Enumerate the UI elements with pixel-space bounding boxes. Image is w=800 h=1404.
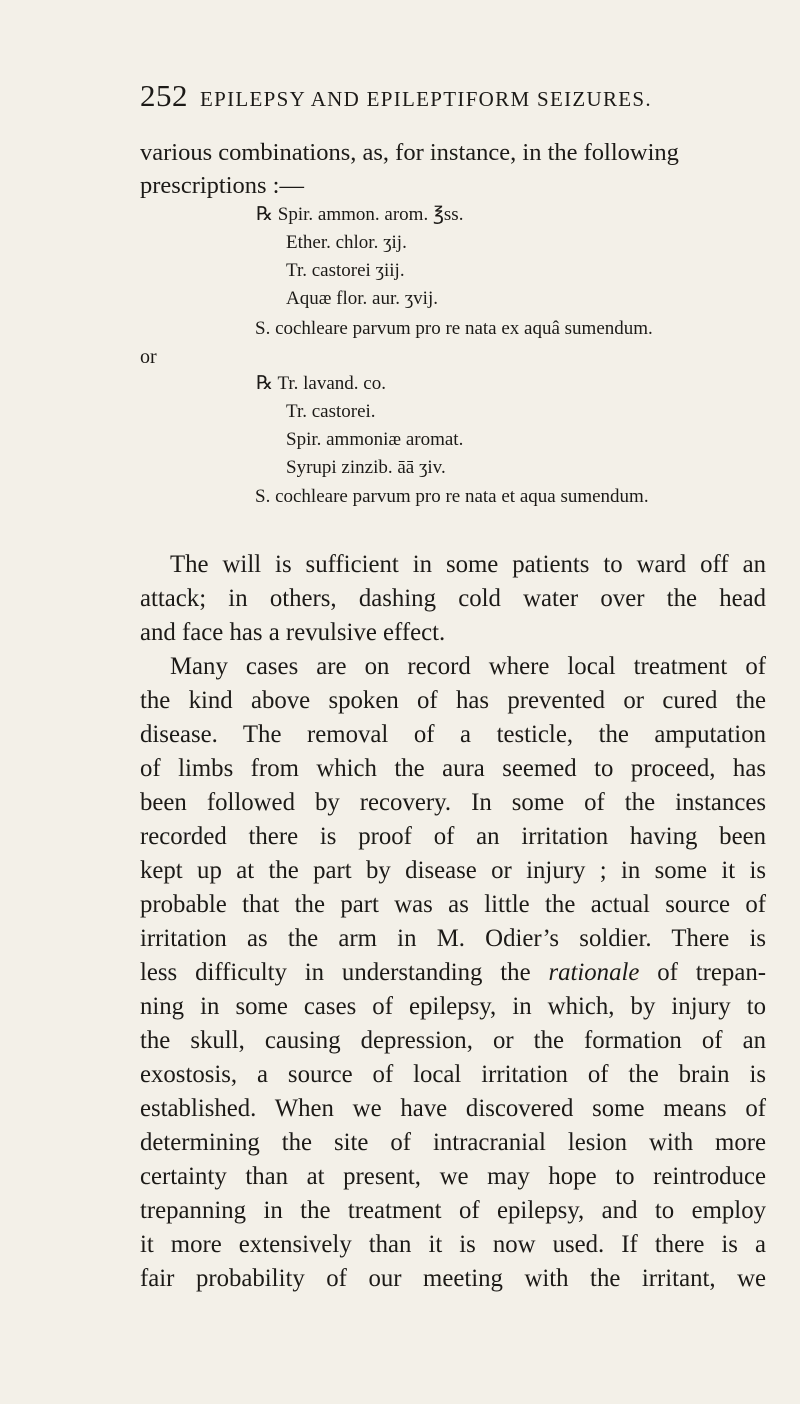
paragraph-line: The will is sufficient in some patients to ward off an xyxy=(170,551,766,578)
paragraph-line: probable that the part was as little the actual source of xyxy=(140,891,766,918)
paragraph-line xyxy=(140,956,766,990)
paragraph-line: established. When we have discovered some means of xyxy=(140,1095,766,1122)
separator-or: or xyxy=(140,346,157,368)
paragraph-line: of limbs from which the aura seemed to proceed, has xyxy=(140,755,766,782)
prescription-item: Syrupi zinzib. āā ʒiv. xyxy=(286,457,446,478)
prescription-2-signa: S. cochleare parvum pro re nata et aqua sumendum. xyxy=(255,486,649,507)
prescription-item: Tr. castorei ʒiij. xyxy=(286,260,405,281)
paragraph-line: kept up at the part by disease or injury ; in some it is xyxy=(140,857,766,884)
paragraph-line: exostosis, a source of local irritation of the brain is xyxy=(140,1061,766,1088)
paragraph-line: been followed by recovery. In some of the instances xyxy=(140,789,766,816)
prescription-item: ℞ Spir. ammon. arom. ℥ss. xyxy=(256,204,464,225)
italic-word: rationale xyxy=(548,959,640,986)
paragraph-line: the kind above spoken of has prevented or cured the xyxy=(140,687,766,714)
paragraph-line: and face has a revulsive effect. xyxy=(140,619,446,646)
paragraph-line: trepanning in the treatment of epilepsy, and to employ xyxy=(140,1197,766,1224)
intro-line: various combinations, as, for instance, in the following xyxy=(140,139,679,166)
intro-line: prescriptions :— xyxy=(140,172,304,199)
prescription-item: Tr. castorei. xyxy=(286,401,376,422)
paragraph-line: it more extensively than it is now used. If there is a xyxy=(140,1231,766,1258)
paragraph-line: fair probability of our meeting with the irritant, we xyxy=(140,1265,766,1292)
prescription-1-signa: S. cochleare parvum pro re nata ex aquâ sumendum. xyxy=(255,318,653,339)
prescription-2 xyxy=(256,370,463,482)
paragraph-line: disease. The removal of a testicle, the amputation xyxy=(140,721,766,748)
paragraph-line: the skull, causing depression, or the formation of an xyxy=(140,1027,766,1054)
running-title: EPILEPSY AND EPILEPTIFORM SEIZURES. xyxy=(200,87,652,111)
paragraph-line: recorded there is proof of an irritation having been xyxy=(140,823,766,850)
paragraph-line: ning in some cases of epilepsy, in which, by injury to xyxy=(140,993,766,1020)
page-number: 252 xyxy=(140,78,188,113)
prescription-item: ℞ Tr. lavand. co. xyxy=(256,373,386,394)
prescription-item: Aquæ flor. aur. ʒvij. xyxy=(286,288,438,309)
paragraph-line: certainty than at present, we may hope to reintroduce xyxy=(140,1163,766,1190)
prescription-item: Spir. ammoniæ aromat. xyxy=(286,429,464,450)
running-head xyxy=(140,78,760,118)
paragraph-line: Many cases are on record where local treatment of xyxy=(170,653,766,680)
paragraph-line-end: of trepan- xyxy=(657,959,766,986)
paragraph-line: determining the site of intracranial lesion with more xyxy=(140,1129,766,1156)
body-text xyxy=(140,548,766,1296)
intro-text xyxy=(140,136,780,202)
paragraph-line: irritation as the arm in M. Odier’s soldier. There is xyxy=(140,925,766,952)
paragraph-line-start: less difficulty in understanding the xyxy=(140,959,531,986)
prescription-1 xyxy=(256,201,463,313)
paragraph-line: attack; in others, dashing cold water over the head xyxy=(140,585,766,612)
prescription-item: Ether. chlor. ʒij. xyxy=(286,232,407,253)
